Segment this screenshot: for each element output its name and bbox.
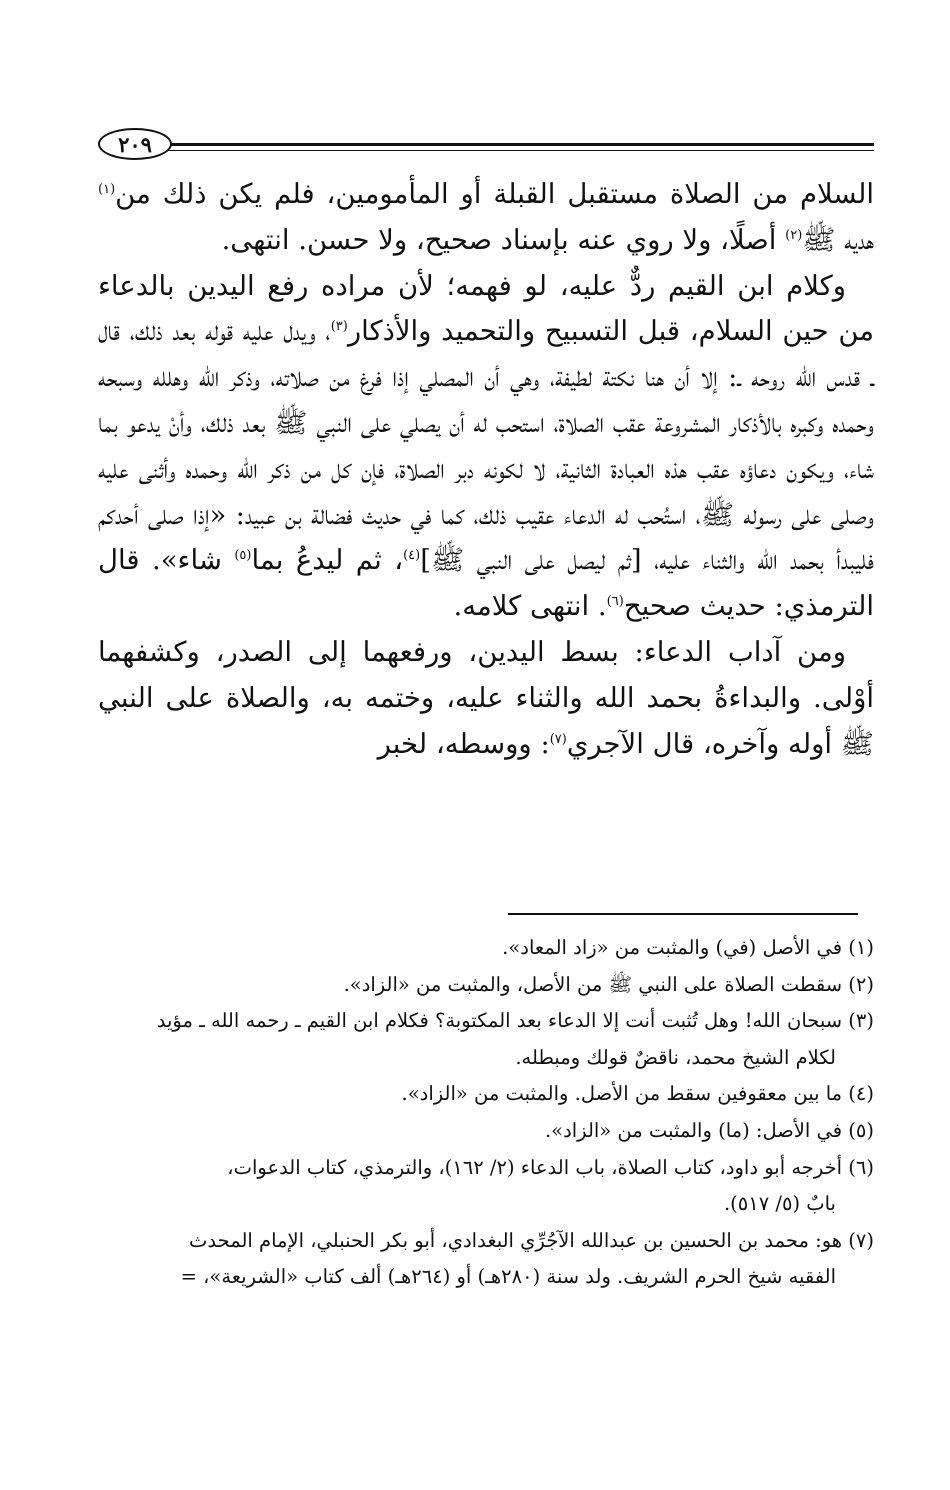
text-segment: شاء». قال الترمذي: حديث صحيح [98, 544, 874, 623]
footnote-text: سقطت الصلاة على النبي ﷺ من الأصل، والمثبت من «الزاد». [343, 972, 843, 996]
footnote-text: في الأصل: (ما) والمثبت من «الزاد». [544, 1118, 843, 1142]
footnote-number: (٦) [848, 1155, 874, 1179]
footnote-text: أخرجه أبو داود، كتاب الصلاة، باب الدعاء (٢/ ١٦٢)، والترمذي، كتاب الدعوات، [227, 1155, 843, 1179]
footnote-ref: (٤) [403, 548, 421, 564]
footnote-6 [98, 1150, 874, 1223]
footnote-3 [98, 1003, 874, 1076]
footnote-1 [98, 930, 874, 967]
footnote-7 [98, 1223, 874, 1296]
paragraph-2 [98, 264, 874, 630]
footnote-5 [98, 1113, 874, 1150]
header-rule-thin [168, 150, 874, 151]
page-number: ٢٠٩ [98, 128, 172, 160]
footnote-ref: (٧) [549, 731, 567, 747]
footnote-number: (٧) [848, 1228, 874, 1252]
paragraph-3 [98, 630, 874, 767]
footnote-ref: (٢) [785, 227, 803, 243]
footnote-text: هو: محمد بن الحسين بن عبدالله الآجُرِّي البغدادي، أبو بكر الحنبلي، الإمام المحدث [189, 1228, 843, 1252]
footnote-separator [508, 913, 858, 915]
text-segment: ومن آداب الدعاء: بسط اليدين، ورفعهما إلى الصدر، وكشفهما أوْلى. والبداءةُ بحمد الله والثناء عليه، وختمه به، والصلاة على النبي ﷺ أوله وآخره، قال الآجري [98, 635, 874, 760]
text-segment: أصلًا، ولا روي عنه بإسناد صحيح، ولا حسن. انتهى. [221, 223, 786, 256]
header-rule [168, 143, 874, 146]
text-segment: وكلام ابن القيم ردٌّ عليه، لو فهمه؛ لأن مراده رفع اليدين بالدعاء من حين السلام، قبل التسبيح والتحميد والأذكار [98, 269, 874, 348]
footnote-ref: (١) [98, 181, 116, 197]
footnote-text: في الأصل (في) والمثبت من «زاد المعاد». [502, 936, 843, 959]
text-segment: هديه ﷺ [802, 223, 874, 256]
footnote-2 [98, 967, 874, 1004]
paragraph-1 [98, 172, 874, 264]
text-segment: ، ويدل عليه قوله بعد ذلك، قال ـ قدس الله روحه ـ: إلا أن هنا نكتة لطيفة، وهي أن المصلي إذا فرغ من صلاته، وذكر الله وهلله وسبحه وحمده وكبره بالأذكار المشروعة عقب الصلاة، استحب له أن يصلي على النبي ﷺ بعد ذلك، وأنْ يدعو بما شاء، ويكون دعاؤه عقب هذه العبادة الثانية، لا لكونه دبر الصلاة، فإن كل من ذكر الله وحمده وأثنى عليه وصلى على رسوله ﷺ، استُحب له الدعاء عقيب ذلك، كما في حديث فضالة بن عبيد: «إذا صلى أحدكم فليبدأ بحمد الله والثناء عليه، [ثم ليصل على النبي ﷺ] [98, 315, 874, 577]
footnote-text: سبحان الله! وهل تُثبت أنت إلا الدعاء بعد المكتوبة؟ فكلام ابن القيم ـ رحمه الله ـ مؤيد [156, 1009, 843, 1033]
footnote-number: (٣) [848, 1009, 874, 1033]
footnote-4 [98, 1076, 874, 1113]
text-segment: : ووسطه، لخبر [377, 727, 550, 760]
footnote-text: ما بين معقوفين سقط من الأصل. والمثبت من «الزاد». [401, 1082, 843, 1106]
text-segment: السلام من الصلاة مستقبل القبلة أو المأمومين، فلم يكن ذلك من [115, 178, 874, 210]
footnote-ref: (٥) [234, 548, 252, 564]
footnote-number: (١) [848, 936, 874, 959]
main-text [98, 172, 874, 767]
footnote-number: (٤) [848, 1082, 874, 1106]
footnote-number: (٥) [848, 1118, 874, 1142]
footnote-text: لكلام الشيخ محمد، ناقضٌ قولك ومبطله. [515, 1045, 836, 1069]
footnote-text: الفقيه شيخ الحرم الشريف. ولد سنة (٢٨٠هـ) أو (٢٦٤هـ) ألف كتاب «الشريعة»، = [180, 1265, 836, 1289]
footnote-ref: (٣) [330, 319, 348, 335]
text-segment: . انتهى كلامه. [453, 590, 607, 623]
footnotes [98, 930, 874, 1296]
footnote-number: (٢) [848, 972, 874, 996]
page-number-frame [98, 128, 178, 164]
text-segment: ، ثم ليدعُ بما [251, 544, 404, 577]
footnote-text: بابٌ (٥/ ٥١٧). [723, 1192, 836, 1216]
footnote-ref: (٦) [606, 594, 624, 610]
